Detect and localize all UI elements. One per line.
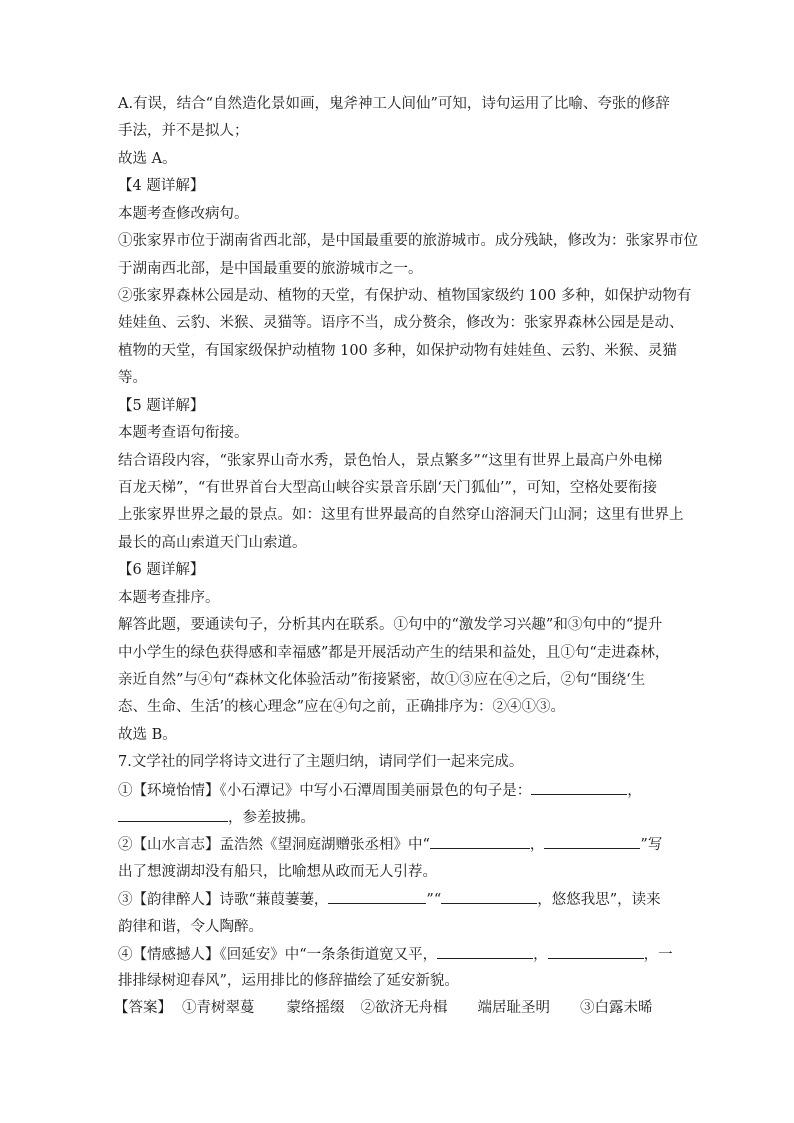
text-segment: ， bbox=[529, 837, 545, 853]
text-line: 故选 A。 bbox=[118, 151, 177, 167]
text-segment: ④【情感撼人】《回延安》中“一条条街道宽又平， bbox=[118, 947, 438, 963]
answer-line bbox=[114, 998, 653, 1018]
text-segment: ， bbox=[533, 947, 548, 963]
text-line: 出了想渡湖却没有船只，比喻想从政而无人引荐。 bbox=[118, 864, 437, 880]
fill-in-line bbox=[118, 780, 642, 801]
fill-in-line bbox=[118, 807, 315, 828]
text-segment: ”“ bbox=[426, 892, 442, 908]
section-heading: 【5 题详解】 bbox=[118, 398, 205, 414]
fill-in-line bbox=[118, 834, 662, 855]
answer-item: ①青树翠蔓 bbox=[182, 1000, 255, 1016]
answer-blank bbox=[441, 889, 537, 904]
text-line: 韵律和谐，令人陶醉。 bbox=[118, 919, 263, 935]
answer-blank bbox=[430, 834, 530, 849]
text-line: 解答此题，要通读句子，分析其内在联系。①句中的“激发学习兴趣”和③句中的“提升 bbox=[118, 617, 663, 633]
answer-blank bbox=[548, 944, 644, 959]
text-line: 排排绿树迎春风”，运用排比的修辞描绘了延安新貌。 bbox=[118, 973, 459, 989]
text-line: 百龙天梯”，“有世界首台大型高山峡谷实景音乐剧‘天门狐仙’”，可知，空格处要衔接 bbox=[118, 480, 657, 496]
text-line: 最长的高山索道天门山索道。 bbox=[118, 535, 307, 551]
text-line: 亲近自然”与④句“森林文化体验活动”衔接紧密，故①③应在④之后，②句“围绕‘生 bbox=[118, 672, 646, 688]
text-segment: ，参差披拂。 bbox=[228, 810, 315, 826]
answer-blank bbox=[531, 780, 627, 795]
text-line: 结合语段内容，“张家界山奇水秀，景色怡人，景点繁多”“这里有世界上最高户外电梯 bbox=[118, 453, 663, 469]
text-line: 本题考查修改病句。 bbox=[118, 206, 249, 222]
answer-blank bbox=[328, 889, 426, 904]
answer-blank bbox=[437, 944, 533, 959]
text-segment: ③【韵律醉人】诗歌“蒹葭萋萋， bbox=[118, 892, 329, 908]
section-heading: 【4 题详解】 bbox=[118, 178, 205, 194]
text-segment: ， bbox=[627, 783, 642, 799]
text-line: 本题考查排序。 bbox=[118, 590, 220, 606]
text-line: 上张家界世界之最的景点。如：这里有世界最高的自然穿山溶洞天门山洞；这里有世界上 bbox=[118, 507, 684, 523]
fill-in-line bbox=[118, 889, 661, 910]
answer-item: ③白露未晞 bbox=[580, 1000, 653, 1016]
answer-blank bbox=[544, 834, 640, 849]
text-segment: ②【山水言志】孟浩然《望洞庭湖赠张丞相》中“ bbox=[118, 837, 430, 853]
fill-in-line bbox=[118, 944, 673, 965]
text-line: 等。 bbox=[118, 370, 147, 386]
answer-item: 蒙络摇缀 bbox=[286, 1000, 345, 1016]
text-line: ①张家界市位于湖南省西北部，是中国最重要的旅游城市。成分残缺，修改为：张家界市位 bbox=[118, 233, 698, 249]
text-line: A.有误，结合“自然造化景如画，鬼斧神工人间仙”可知，诗句运用了比喻、夸张的修辞 bbox=[118, 96, 670, 112]
answer-item: ②欲济无舟楫 bbox=[360, 1000, 448, 1016]
text-segment: ，一 bbox=[643, 947, 673, 963]
answer-blank bbox=[118, 807, 228, 822]
text-segment: ”写 bbox=[640, 837, 663, 853]
text-segment: ①【环境怡情】《小石潭记》中写小石潭周围美丽景色的句子是： bbox=[118, 783, 532, 799]
section-heading: 【6 题详解】 bbox=[118, 562, 205, 578]
text-line: 手法，并不是拟人； bbox=[118, 123, 249, 139]
text-line: ②张家界森林公园是动、植物的天堂，有保护动、植物国家级约 100 多种，如保护动物有 bbox=[118, 288, 692, 304]
text-line: 本题考查语句衔接。 bbox=[118, 425, 249, 441]
text-segment: ，悠悠我思”，读来 bbox=[537, 892, 661, 908]
answer-label: 【答案】 bbox=[114, 1000, 172, 1016]
text-line: 中小学生的绿色获得感和幸福感”都是开展活动产生的结果和益处，且①句“走进森林， bbox=[118, 645, 670, 661]
answer-item: 端居耻圣明 bbox=[477, 1000, 550, 1016]
text-line: 故选 B。 bbox=[118, 727, 177, 743]
text-line: 态、生命、生活’的核心理念”应在④句之前，正确排序为：②④①③。 bbox=[118, 699, 566, 715]
text-line: 植物的天堂，有国家级保护动植物 100 多种，如保护动物有娃娃鱼、云豹、米猴、灵猫 bbox=[118, 343, 677, 359]
question-stem: 7.文学社的同学将诗文进行了主题归纳，请同学们一起来完成。 bbox=[118, 754, 524, 770]
text-line: 于湖南西北部，是中国最重要的旅游城市之一。 bbox=[118, 261, 423, 277]
text-line: 娃娃鱼、云豹、米猴、灵猫等。语序不当，成分赘余，修改为：张家界森林公园是是动、 bbox=[118, 315, 684, 331]
